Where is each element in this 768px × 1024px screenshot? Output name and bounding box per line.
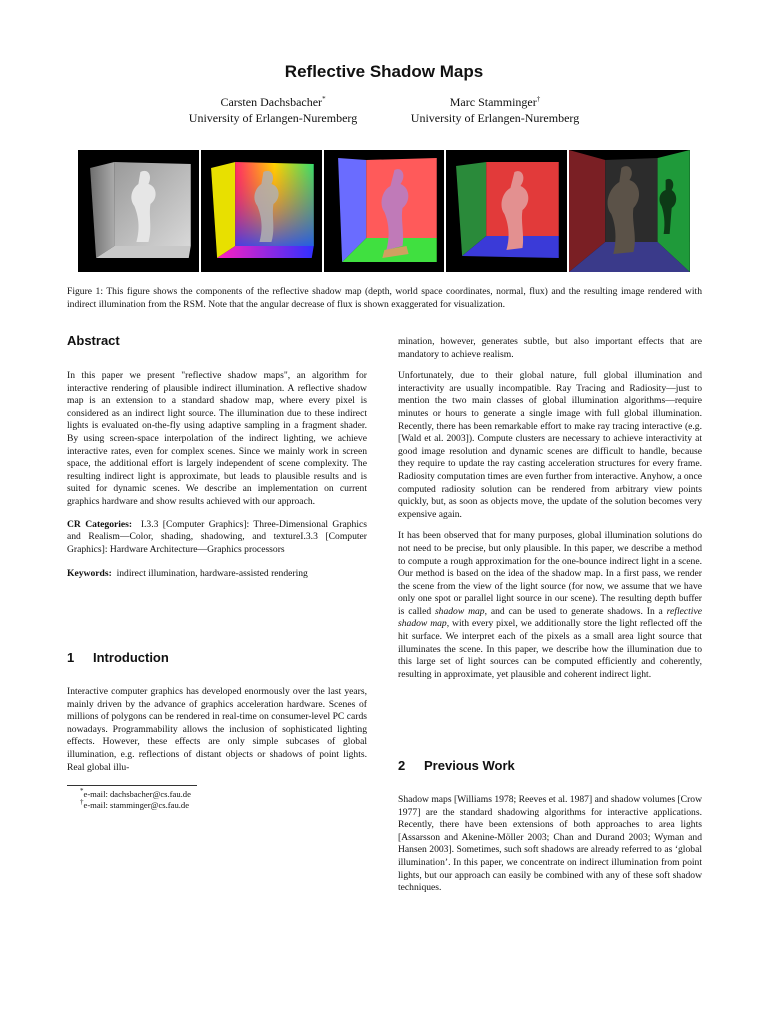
author-name: Carsten Dachsbacher bbox=[220, 95, 323, 109]
author-2 bbox=[398, 94, 592, 126]
previous-work-heading bbox=[398, 758, 515, 773]
author-mark: † bbox=[536, 95, 541, 103]
author-affiliation: University of Erlangen-Nuremberg bbox=[188, 111, 358, 125]
paper-title: Reflective Shadow Maps bbox=[284, 62, 484, 81]
footnote-text: e-mail: stamminger@cs.fau.de bbox=[83, 800, 190, 810]
footnote-mark: † bbox=[80, 798, 84, 807]
previous-work-text: Shadow maps [Williams 1978; Reeves et al. 1987] and shadow volumes [Crow 1977] are the standard shadowing algorithms for interactive applications. Recently, there have been extensions of both approaches to area lights [Assarsson and Akenine-Möller 2003; Chan and Durand 2003; Wyman and Hansen 2003]. Sometimes, such soft shadows are already referred to as ‘global illumination’. In this paper, we concentrate on indirect illumination from point lights, but our approach can easily be combined with any of these soft shadow techniques. bbox=[398, 794, 702, 894]
cr-label: CR Categories: bbox=[67, 518, 133, 530]
figure-panel-normal bbox=[324, 150, 445, 272]
author-affiliation: University of Erlangen-Nuremberg bbox=[410, 111, 580, 125]
flux-image bbox=[446, 150, 567, 272]
footnote-1 bbox=[80, 789, 191, 800]
figure-panel-depth bbox=[78, 150, 199, 272]
normal-image bbox=[324, 150, 445, 272]
intro-p3-text-b: , and can be used to generate shadows. In a bbox=[484, 605, 667, 617]
keywords-label: Keywords: bbox=[67, 568, 112, 580]
footnote-mark: * bbox=[80, 787, 84, 796]
footnote-text: e-mail: dachsbacher@cs.fau.de bbox=[83, 789, 191, 799]
author-1 bbox=[176, 94, 370, 126]
figure-panel-flux bbox=[446, 150, 567, 272]
section-title: Previous Work bbox=[424, 758, 515, 773]
footnote-2 bbox=[80, 800, 189, 811]
introduction-heading bbox=[67, 650, 169, 665]
result-image bbox=[569, 150, 690, 272]
figure-caption: Figure 1: This figure shows the components of the reflective shadow map (depth, world space coordinates, normal, flux) and the resulting image rendered with indirect illumination from the RSM. Note that the angular decrease of flux is shown exaggerated for visualization. bbox=[67, 286, 702, 310]
term-reflective-shadow-map: reflective shadow map bbox=[398, 605, 702, 630]
figure-panel-result bbox=[569, 150, 690, 272]
cr-categories bbox=[67, 519, 367, 557]
abstract-body bbox=[67, 370, 367, 581]
cr-text: I.3.3 [Computer Graphics]: Three-Dimensional Graphics and Realism—Color, shading, shadowing, and textureI.3.3 [Computer Graphics]: Hardware Architecture—Graphics processors bbox=[67, 518, 367, 555]
intro-p3-text-c: , with every pixel, we additionally store the light reflected off the hit surface. We interpret each of the pixels as a small area light source that illuminates the scene. In this paper, we describe how the illumination due to this large set of light sources can be computed efficiently and coherently, resulting in approximate, yet plausible and coherent indirect light. bbox=[398, 618, 703, 680]
section-number: 2 bbox=[398, 758, 406, 773]
figure-panel-world-coordinates bbox=[201, 150, 322, 272]
section-number: 1 bbox=[67, 650, 75, 665]
author-mark: * bbox=[322, 95, 326, 103]
author-name: Marc Stamminger bbox=[449, 95, 537, 109]
intro-paragraph-2: Unfortunately, due to their global nature, full global illumination and interactivity are usually incompatible. Ray Tracing and Radiosity—just to mention the two main classes of global illumination algorithms—require minutes or hours to generate a single image with full global illumination. Recently, there has been remarkable effort to make ray tracing interactive (e.g. [Wald et al. 2003]). Compute clusters are necessary to achieve interactivity at good image resolution and dynamic scenes are difficult to handle, because they require to update the ray casting acceleration structures for every frame. Radiosity computation times are even further from interactive. Anyhow, a once computed radiosity solution can be rendered from arbitrary view points quickly, but, as soon as objects move, the update of the solution becomes very expensive again. bbox=[398, 370, 702, 520]
previous-work-body bbox=[398, 794, 702, 895]
keywords bbox=[67, 568, 367, 581]
intro-continued: mination, however, generates subtle, but also important effects that are mandatory to achieve realism. bbox=[398, 336, 702, 360]
world-coordinates-image bbox=[201, 150, 322, 272]
abstract-heading: Abstract bbox=[67, 333, 120, 348]
intro-paragraph: Interactive computer graphics has developed enormously over the last years, mainly driven by the advance of graphics acceleration hardware. Scenes of millions of polygons can be rendered in real-time on consumer-level PC cards nowadays. Programmability allows the inclusion of sophisticated lighting effects. However, these effects are only simple subcases of global illumination, e.g. reflections of distant objects or shadows of point lights. Real global illu- bbox=[67, 686, 367, 773]
figure-1 bbox=[78, 150, 690, 272]
keywords-text: indirect illumination, hardware-assisted rendering bbox=[116, 568, 308, 580]
abstract-text: In this paper we present "reflective shadow maps", an algorithm for interactive rendering of plausible indirect illumination. A reflective shadow map is an extension to a standard shadow map, where every pixel is considered as an indirect light source. The illumination due to these indirect lights is evaluated on-the-fly using adaptive sampling in a fragment shader. By using screen-space interpolation of the indirect lighting, we achieve interactive rates, even for complex scenes. Since we mainly work in screen space, the additional effort is largely independent of scene complexity. The resulting indirect light is approximate, but leads to plausible results and is suited for dynamic scenes. We describe an implementation on current graphics hardware and show results achieved with our approach. bbox=[67, 370, 367, 507]
term-shadow-map: shadow map bbox=[434, 605, 485, 617]
introduction-body bbox=[67, 686, 367, 774]
intro-p3-text-a: It has been observed that for many purposes, global illumination solutions do not need to be precise, but only plausible. In this paper, we describe a method to compute a rough approximation for the one-bounce indirect light in a scene. Our method is based on the idea of the shadow map. In a first pass, we render the scene from the view of the light source (for now, we assume that we have only one spot or parallel light source in our scene). The resulting depth buffer is called bbox=[398, 530, 702, 617]
intro-paragraph-3 bbox=[398, 530, 702, 681]
depth-image bbox=[78, 150, 199, 272]
footnote-rule bbox=[67, 785, 197, 786]
section-title: Introduction bbox=[93, 650, 169, 665]
right-column bbox=[398, 336, 702, 681]
